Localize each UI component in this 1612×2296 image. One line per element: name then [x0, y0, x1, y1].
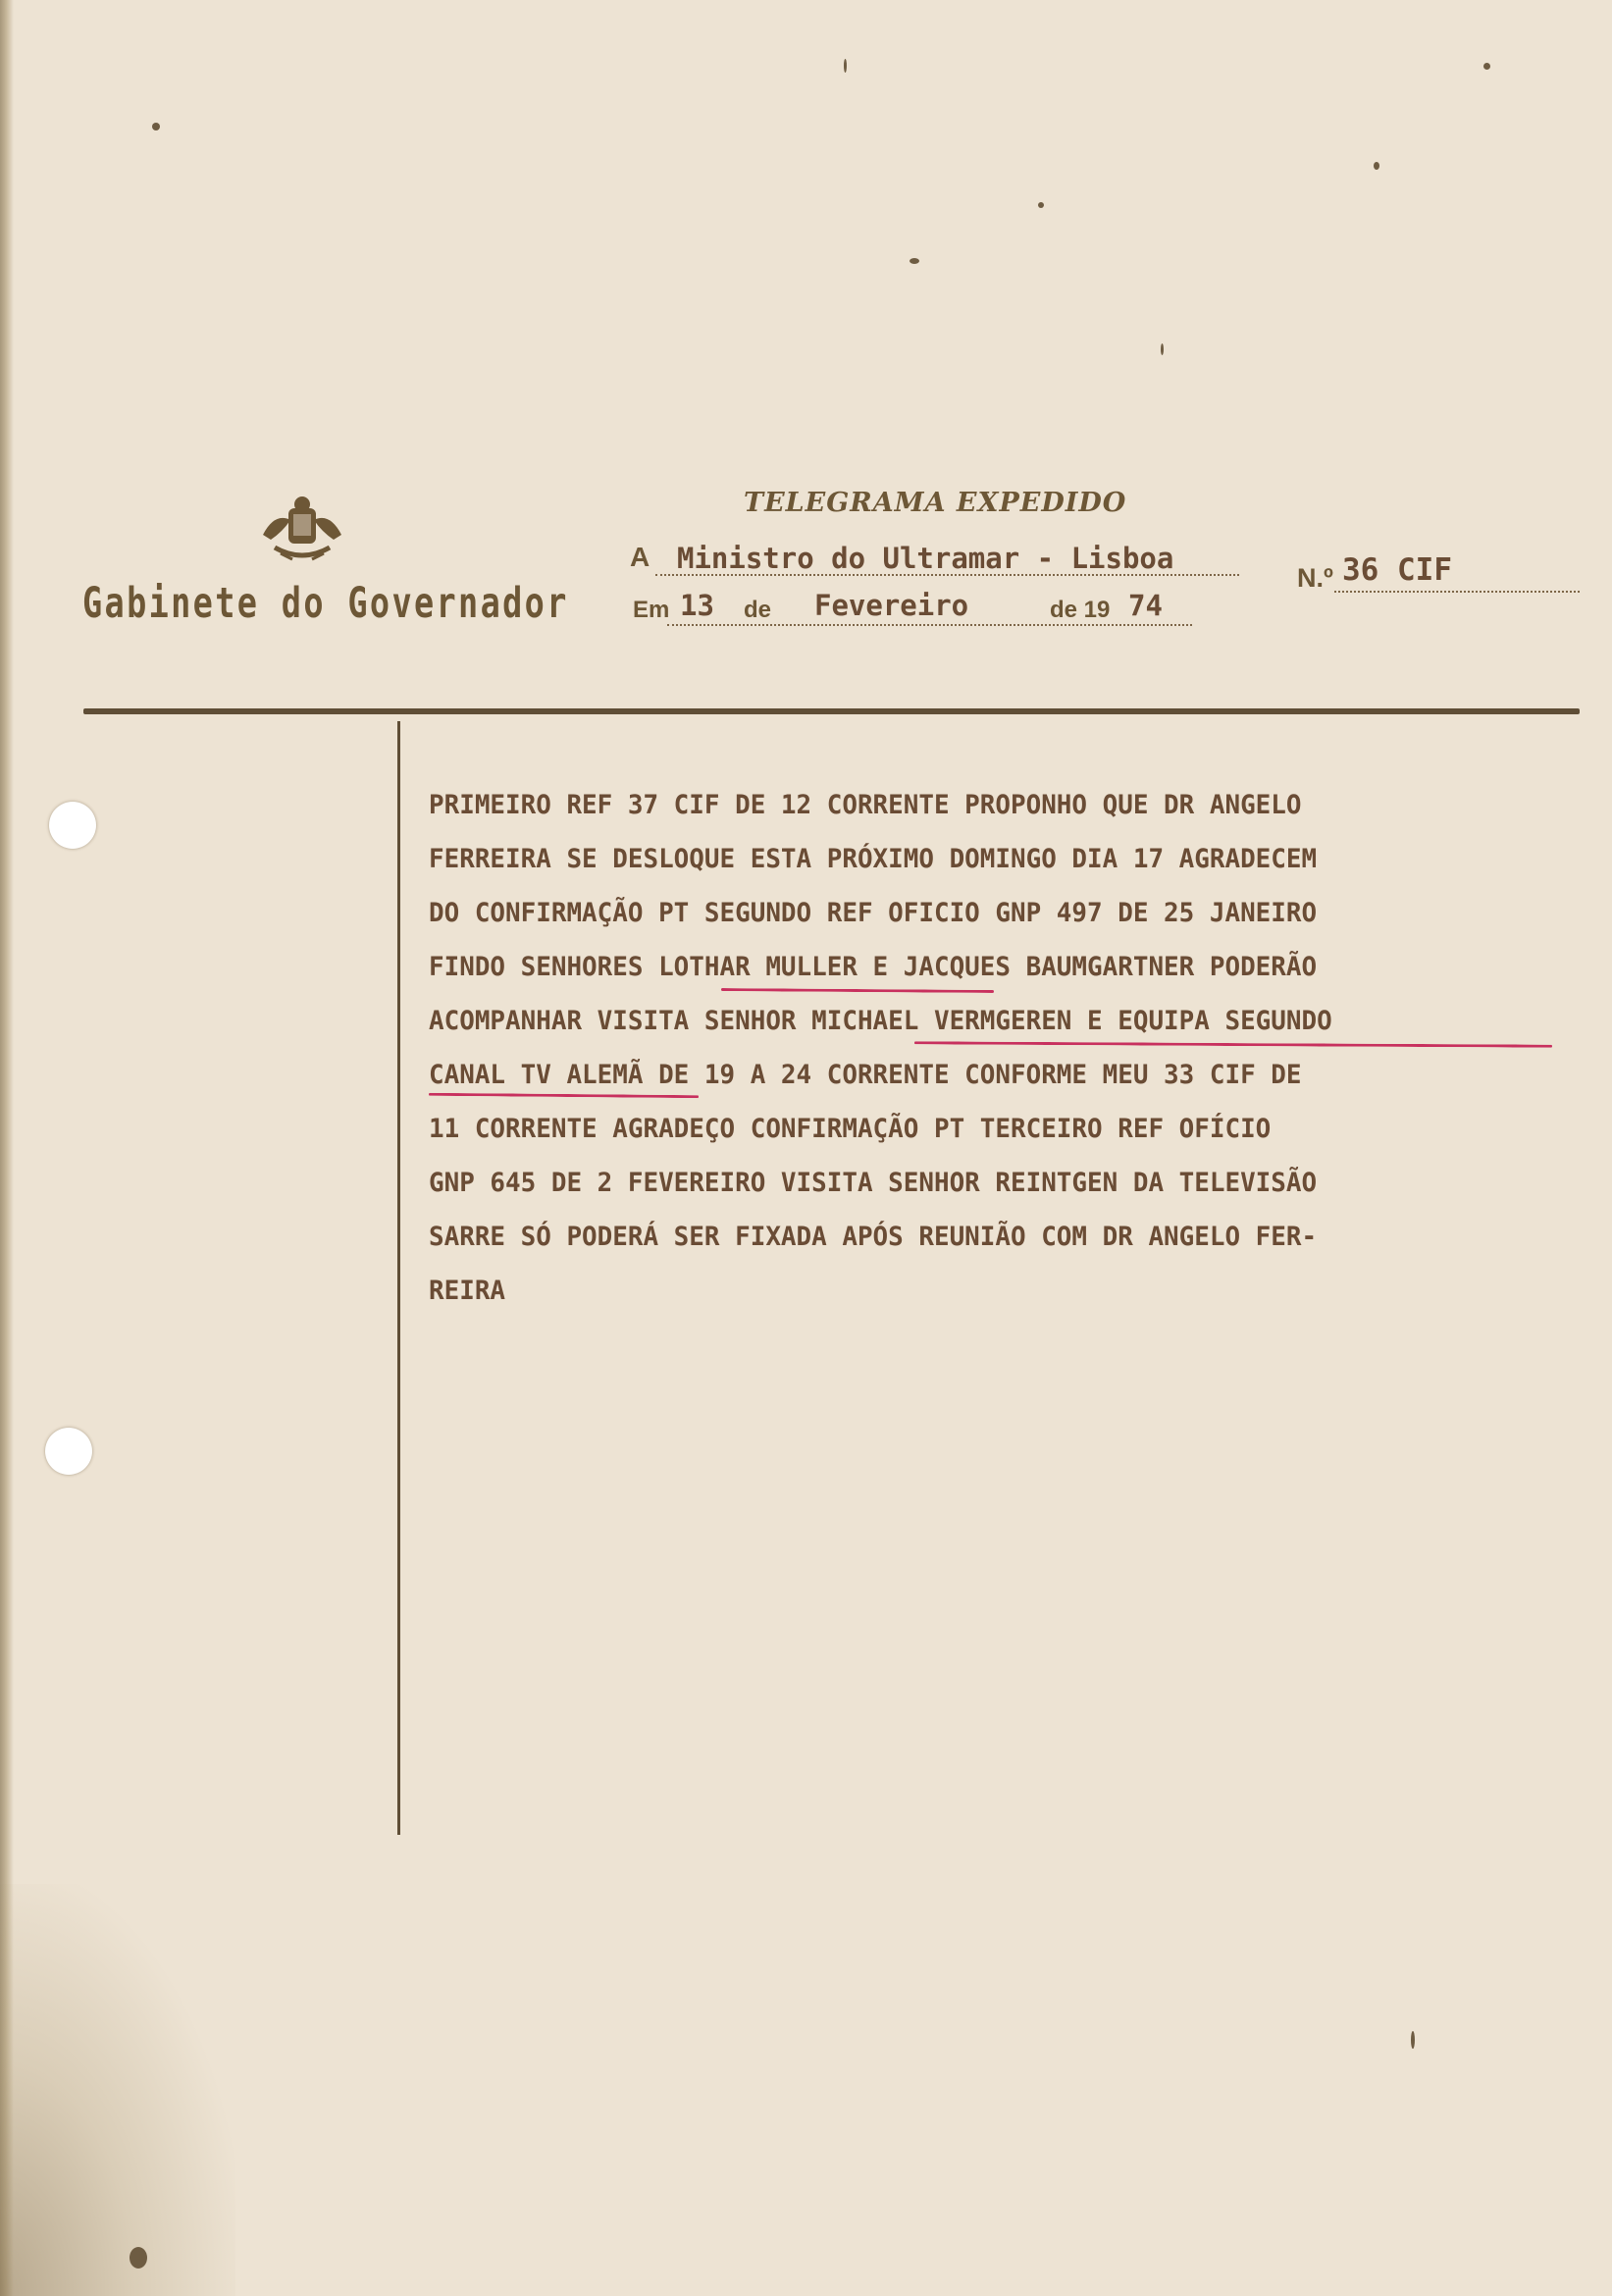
- recipient-dotted-line: [655, 574, 1239, 576]
- body-line: ACOMPANHAR VISITA SENHOR MICHAEL VERMGEREN E EQUIPA SEGUNDO: [429, 1006, 1332, 1036]
- paper-speck: [1374, 162, 1379, 170]
- paper-speck: [1411, 2031, 1415, 2049]
- header-divider: [83, 708, 1580, 714]
- office-name: Gabinete do Governador: [82, 579, 569, 628]
- telegram-title: TELEGRAMA EXPEDIDO: [744, 488, 1127, 518]
- number-dotted-line: [1334, 591, 1580, 593]
- date-label-de-19: de 19: [1050, 597, 1111, 623]
- coat-of-arms-icon: [253, 491, 351, 569]
- date-dotted-line: [667, 624, 1192, 626]
- number-value: 36 CIF: [1342, 552, 1452, 588]
- body-line: 11 CORRENTE AGRADEÇO CONFIRMAÇÃO PT TERCEIRO REF OFÍCIO: [429, 1114, 1272, 1144]
- punch-hole-bottom: [45, 1428, 92, 1475]
- paper-speck: [1161, 343, 1164, 355]
- paper-speck: [152, 123, 160, 130]
- paper-speck: [844, 59, 847, 73]
- corner-stain: [0, 1884, 235, 2296]
- date-label-em: Em: [633, 597, 670, 623]
- body-line: CANAL TV ALEMÃ DE 19 A 24 CORRENTE CONFORME MEU 33 CIF DE: [429, 1060, 1302, 1090]
- number-label: N.º: [1297, 563, 1333, 593]
- paper-speck: [910, 258, 919, 264]
- to-label: A: [630, 542, 650, 572]
- paper-speck: [1038, 202, 1044, 208]
- margin-divider: [397, 721, 400, 1835]
- date-label-de: de: [744, 597, 772, 623]
- punch-hole-top: [49, 802, 96, 849]
- date-day: 13: [680, 589, 714, 622]
- underline-mark: [721, 988, 994, 993]
- date-month: Fevereiro: [814, 589, 969, 622]
- body-line: REIRA: [429, 1276, 506, 1306]
- body-line: DO CONFIRMAÇÃO PT SEGUNDO REF OFICIO GNP 497 DE 25 JANEIRO: [429, 898, 1318, 928]
- body-line: FERREIRA SE DESLOQUE ESTA PRÓXIMO DOMINGO DIA 17 AGRADECEM: [429, 844, 1318, 874]
- body-line: SARRE SÓ PODERÁ SER FIXADA APÓS REUNIÃO COM DR ANGELO FER-: [429, 1222, 1318, 1252]
- body-line: FINDO SENHORES LOTHAR MULLER E JACQUES BAUMGARTNER PODERÃO: [429, 952, 1318, 982]
- paper-speck: [1483, 63, 1490, 70]
- body-line: GNP 645 DE 2 FEVEREIRO VISITA SENHOR REINTGEN DA TELEVISÃO: [429, 1168, 1318, 1198]
- body-line: PRIMEIRO REF 37 CIF DE 12 CORRENTE PROPONHO QUE DR ANGELO: [429, 790, 1302, 820]
- date-year: 74: [1128, 589, 1163, 622]
- paper-speck: [130, 2247, 147, 2269]
- recipient-value: Ministro do Ultramar - Lisboa: [677, 542, 1174, 575]
- underline-mark: [914, 1041, 1552, 1047]
